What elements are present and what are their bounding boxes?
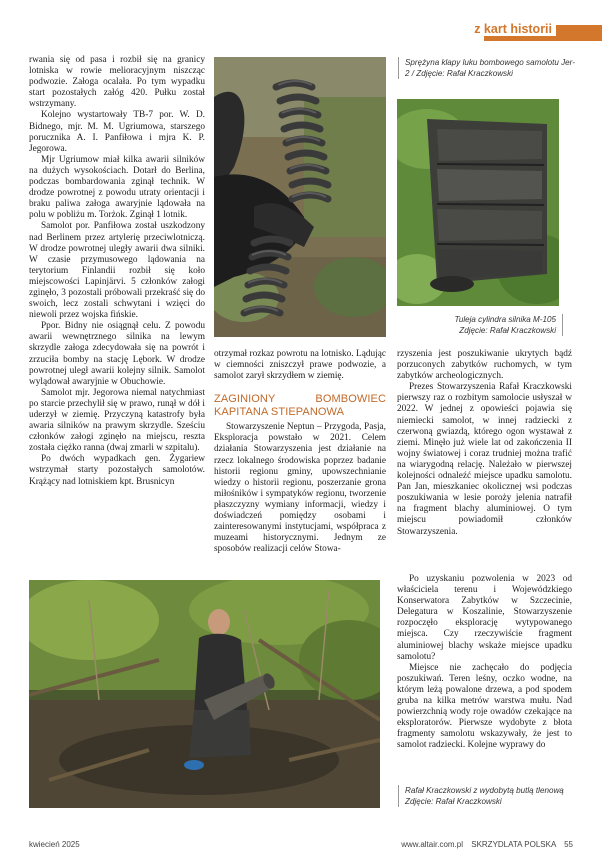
footer-right — [395, 840, 573, 849]
caption-line: Zdjęcie: Rafał Kraczkowski — [405, 797, 502, 806]
paragraph: Kolejno wystartowały TB-7 por. W. D. Bidnego, mjr. M. M. Ugriumowa, starszego porucznika A. I. Panfiłowa i mjra K. P. Jegorowa. — [29, 110, 205, 154]
caption-line: Tuleja cylindra silnika M-105 — [454, 315, 556, 324]
footer-site[interactable]: www.altair.com.pl — [401, 840, 463, 849]
paragraph: rwania się od pasa i rozbił się na granicy lotniska w rowie melioracyjnym niszcząc podwozie. Załoga ocalała. Po tym wypadku start pozostałych załóg 420. Pułku został wstrzymany. — [29, 55, 205, 110]
paragraph: Po dwóch wypadkach gen. Żygariew wstrzymał starty pozostałych samolotów. Krążący nad lotniskiem kpt. Brusnicyn — [29, 454, 205, 487]
paragraph: Samolot por. Panfiłowa został uszkodzony nad Berlinem przez artylerię przeciwlotniczą. W drodze powrotnej uległy awarii dwa silniki. W czasie przymusowego lądowania na terytorium Finlandii rozbił się koło miejscowości Lapinjärvi. 5 członków załogi zginęło, 3 pozostali próbowali przekraść się do swoich, lecz zostali schwytani i wzięci do niewoli przez wojska fińskie. — [29, 221, 205, 321]
caption-cylinder — [406, 314, 563, 336]
photo-spring — [214, 57, 386, 337]
paragraph: Po uzyskaniu pozwolenia w 2023 od właściciela terenu i Wojewódzkiego Konserwatora Zabytków w Szczecinie, Delegatura w Koszalinie, Stowarzyszenie rozpoczęło eksplorację wytypowanego miejsca. Czy rzeczywiście fragment aluminiowej blachy wskaże miejsce upadku samolotu? — [397, 574, 572, 662]
page-number: 55 — [564, 840, 573, 849]
paragraph: otrzymał rozkaz powrotu na lotnisko. Lądując w ciemności zniszczył prawe podwozie, a samolot zarył skrzydłem w ziemię. — [214, 349, 386, 382]
caption-line: Rafał Kraczkowski z wydobytą butlą tlenową — [405, 786, 564, 795]
paragraph: Prezes Stowarzyszenia Rafał Kraczkowski pierwszy raz o rozbitym samolocie usłyszał w 2022. W jednej z opowieści pojawia się niemiecki samolot, w innej radziecki z czerwoną gwiazdą, którego ogon wystawał z ziemi. Minęło już wiele lat od zakończenia II wojny światowej i coraz trudniej można trafić na wiarygodną relację. Należało w pierwszej kolejności odnaleźć miejsce upadku samolotu. Pan Jan, mieszkaniec okolicznej wsi podczas poszukiwania w lesie poroży jelenia natrafił na fragment blachy aluminiowej. O tym miejscu powiadomił członków Stowarzyszenia. — [397, 382, 572, 537]
paragraph: Miejsce nie zachęcało do podjęcia poszukiwań. Teren leśny, oczko wodne, na którym leżą powalone drzewa, a pod spodem gruba na kilka metrów warstwa mułu. Nad powierzchnią wody roje owadów czekające na eksploratorów. Pierwsze wydobyte z błota fragmenty samolotu wskazywały, że jest to samolot radziecki. Kolejne wyprawy do — [397, 662, 572, 751]
paragraph: Samolot mjr. Jegorowa niemal natychmiast po starcie przechylił się w prawo, runął w dół i uderzył w ziemię. Przyczyną katastrofy była awaria silników na prawym skrzydle. Sześciu członków załogi zginęło na miejscu, reszta została ciężko ranna (dwaj zmarli w szpitalu). — [29, 387, 205, 454]
footer-date: kwiecień 2025 — [29, 840, 80, 849]
photo-swamp — [29, 580, 380, 808]
caption-bottle — [398, 785, 575, 807]
paragraph: rzyszenia jest poszukiwanie ukrytych bądź porzuconych zabytków ruchomych, w tym zabytków archeologicznych. — [397, 349, 572, 382]
footer-magazine: SKRZYDLATA POLSKA — [471, 840, 556, 849]
paragraph: Mjr Ugriumow miał kilka awarii silników na dużych wysokościach. Dotarł do Berlina, podczas bombardowania zginął technik. W drodze powrotnej z powodu utraty orientacji i braku paliwa załoga awaryjnie lądowała na polu w pobliżu m. Torżok. Zginął 1 lotnik. — [29, 154, 205, 221]
caption-spring: Sprężyna klapy luku bombowego samolotu Jer-2 / Zdjęcie: Rafał Kraczkowski — [398, 57, 575, 79]
caption-line: Zdjęcie: Rafał Kraczkowski — [459, 326, 556, 335]
column-3-lower — [397, 574, 572, 752]
paragraph: Ppor. Bidny nie osiągnął celu. Z powodu awarii wewnętrznego silnika na lewym skrzydle załoga zdecydowała się na powrót i zrzuciła bomby na stację Lębork. W drodze powrotnej uległ awarii kolejny silnik. Samolot wylądował awaryjnie w Obuchowie. — [29, 321, 205, 387]
column-2 — [214, 349, 386, 555]
section-label: z kart historii — [469, 22, 556, 36]
photo-cylinder — [397, 99, 559, 306]
column-1 — [29, 55, 205, 488]
column-3 — [397, 349, 572, 538]
paragraph: Stowarzyszenie Neptun – Przygoda, Pasja, Eksploracja powstało w 2021. Celem działania Stowarzyszenia jest działanie na rzecz lokalnego środowiska poprzez badanie historii regionu gminy, upowszechnianie wiedzy o historii regionu, poszerzanie grona miłośników i sympatyków regionu, tworzenie płaszczyzny wymiany informacji, wiedzy i doświadczeń pomiędzy osobami i zainteresowanymi instytucjami, współpraca z muzeami historycznymi. Jednym ze sposobów realizacji celów Stowa- — [214, 422, 386, 555]
article-heading: ZAGINIONY BOMBOWIEC KAPITANA STIEPANOWA — [214, 393, 386, 418]
